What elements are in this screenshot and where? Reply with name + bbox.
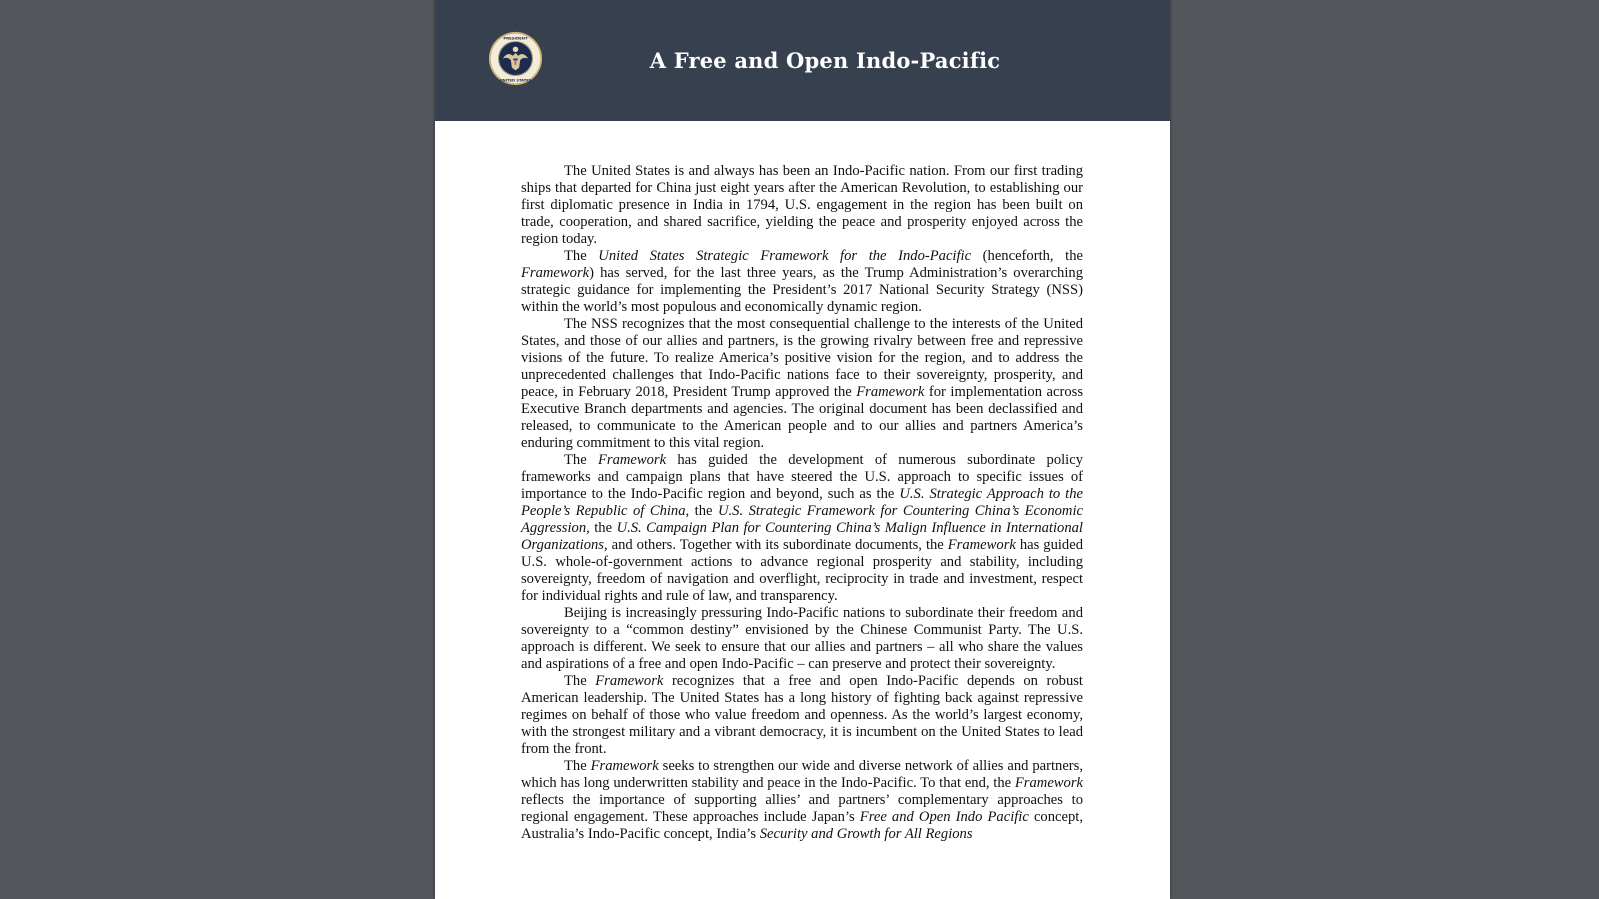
italic-text-run: Framework: [590, 758, 659, 774]
body-paragraph: [521, 248, 1083, 316]
text-run: the: [589, 520, 617, 536]
text-run: reflects the importance of supporting allies’ and partners’ complementary approaches to regional engagement. These approaches include Japan’s: [521, 792, 1083, 825]
document-page: [435, 0, 1170, 899]
text-run: The: [564, 248, 599, 264]
text-run: and others. Together with its subordinate documents, the: [607, 537, 948, 553]
italic-text-run: Security and Growth for All Regions: [759, 826, 973, 842]
italic-text-run: United States Strategic Framework for the Indo-Pacific: [598, 248, 972, 264]
body-paragraph: [521, 316, 1083, 452]
italic-text-run: Framework: [1014, 775, 1083, 791]
body-paragraph: [521, 452, 1083, 605]
italic-text-run: Framework: [947, 537, 1016, 553]
text-run: (henceforth, the: [971, 248, 1083, 264]
italic-text-run: Framework: [521, 265, 590, 281]
italic-text-run: U.S. Campaign Plan for Countering China’s Malign Influence in International Organizations,: [521, 520, 1083, 553]
text-run: The NSS recognizes that the most consequential challenge to the interests of the United States, and those of our allies and partners, is the growing rivalry between free and repressive visions of the future. To realize America’s positive vision for the region, and to address the unprecedented challenges that Indo-Pacific nations face to their sovereignty, prosperity, and peace, in February 2018, President Trump approved the: [521, 316, 1083, 400]
header-banner: [435, 0, 1170, 121]
text-run: the: [689, 503, 718, 519]
body-paragraph: [521, 163, 1083, 248]
text-run: recognizes that a free and open Indo-Pacific depends on robust American leadership. The United States has a long history of fighting back against repressive regimes on behalf of those who value freedom and openness. As the world’s largest economy, with the strongest military and a vibrant democracy, it is incumbent on the United States to lead from the front.: [521, 673, 1083, 757]
text-run: The: [564, 673, 596, 689]
document-title: A Free and Open Indo-Pacific: [649, 48, 1001, 73]
svg-text:UNITED STATES: UNITED STATES: [499, 78, 532, 83]
text-run: concept, Australia’s Indo-Pacific concept, India’s: [521, 809, 1083, 842]
document-body: [521, 163, 1083, 843]
italic-text-run: Framework: [856, 384, 925, 400]
svg-text:PRESIDENT: PRESIDENT: [503, 35, 528, 41]
body-paragraph: [521, 605, 1083, 673]
text-run: The United States is and always has been an Indo-Pacific nation. From our first trading ships that departed for China just eight years after the American Revolution, to establishing our first diplomatic presence in India in 1794, U.S. engagement in the region has been built on trade, cooperation, and shared sacrifice, yielding the peace and prosperity enjoyed across the region today.: [521, 163, 1083, 247]
text-run: The: [564, 758, 591, 774]
body-paragraph: [521, 758, 1083, 843]
text-run: seeks to strengthen our wide and diverse network of allies and partners, which has long underwritten stability and peace in the Indo-Pacific. To that end, the: [521, 758, 1083, 791]
text-run: Beijing is increasingly pressuring Indo-Pacific nations to subordinate their freedom and sovereignty to a “common destiny” envisioned by the Chinese Communist Party. The U.S. approach is different. We seek to ensure that our allies and partners – all who share the values and aspirations of a free and open Indo-Pacific – can preserve and protect their sovereignty.: [521, 605, 1083, 672]
italic-text-run: Framework: [595, 673, 664, 689]
text-run: has guided the development of numerous subordinate policy frameworks and campaign plans that have steered the U.S. approach to specific issues of importance to the Indo-Pacific region and beyond, such as the: [521, 452, 1083, 502]
text-run: ) has served, for the last three years, as the Trump Administration’s overarching strategic guidance for implementing the President’s 2017 National Security Strategy (NSS) within the world’s most populous and economically dynamic region.: [521, 265, 1083, 315]
text-run: The: [564, 452, 598, 468]
italic-text-run: U.S. Strategic Approach to the People’s Republic of China,: [521, 486, 1083, 519]
italic-text-run: Framework: [597, 452, 667, 468]
text-run: for implementation across Executive Branch departments and agencies. The original document has been declassified and released, to communicate to the American people and to our allies and partners America’s enduring commitment to this vital region.: [521, 384, 1083, 451]
body-paragraph: [521, 673, 1083, 758]
italic-text-run: Free and Open Indo Pacific: [859, 809, 1029, 825]
text-run: has guided U.S. whole-of-government actions to advance regional prosperity and stability, including sovereignty, freedom of navigation and overflight, reciprocity in trade and investment, respect for individual rights and rule of law, and transparency.: [521, 537, 1083, 604]
italic-text-run: U.S. Strategic Framework for Countering China’s Economic Aggression,: [521, 503, 1083, 536]
